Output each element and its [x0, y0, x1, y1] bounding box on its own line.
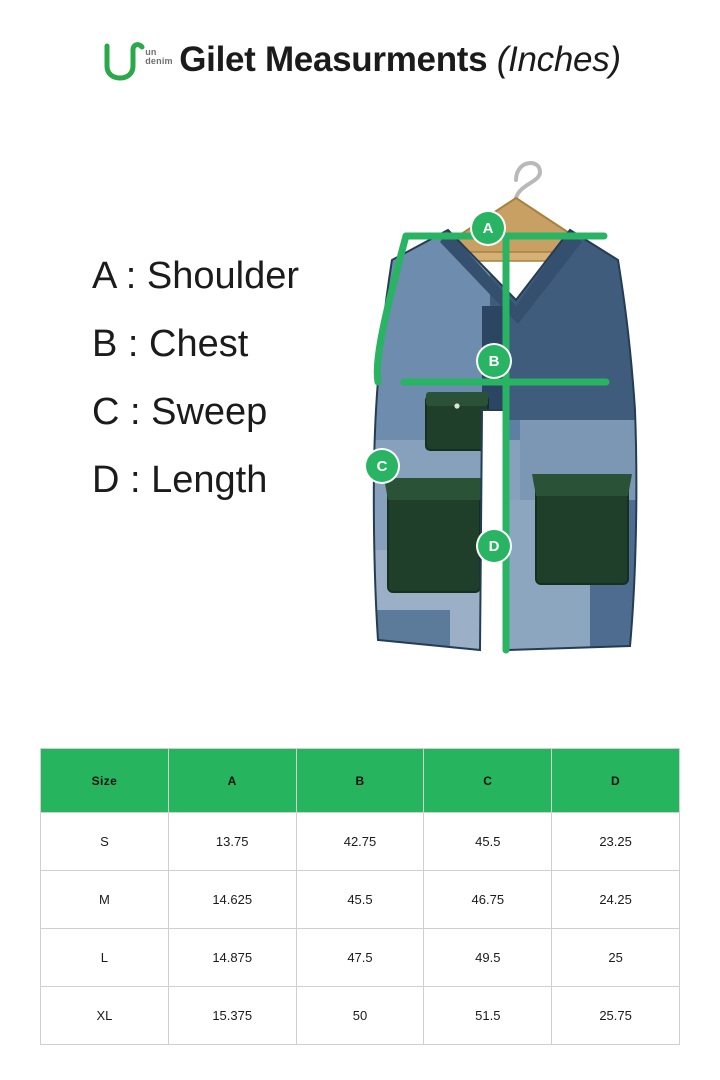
cell-b: 45.5 — [296, 871, 424, 929]
badge-shoulder: A — [472, 212, 504, 244]
cell-a: 14.875 — [168, 929, 296, 987]
badge-chest: B — [478, 345, 510, 377]
legend-item-c: C : Sweep — [92, 391, 268, 433]
legend-item-a: A : Shoulder — [92, 255, 300, 297]
table-header-row — [41, 749, 680, 813]
table-row — [41, 929, 680, 987]
cell-c: 46.75 — [424, 871, 552, 929]
page-header — [0, 30, 720, 90]
legend-item-d: D : Length — [92, 459, 268, 501]
col-d: D — [552, 749, 680, 813]
cell-a: 13.75 — [168, 813, 296, 871]
lower-pocket-right — [532, 474, 632, 584]
table-row — [41, 987, 680, 1045]
gilet-illustration — [330, 110, 700, 680]
cell-b: 50 — [296, 987, 424, 1045]
legend-item-b: B : Chest — [92, 323, 249, 365]
cell-b: 47.5 — [296, 929, 424, 987]
garment-diagram — [330, 110, 700, 680]
cell-d: 23.25 — [552, 813, 680, 871]
col-a: A — [168, 749, 296, 813]
col-c: C — [424, 749, 552, 813]
page-title-main: Gilet Measurments — [179, 40, 497, 79]
chest-pocket — [426, 392, 488, 450]
logo-word-bottom: denim — [145, 56, 173, 67]
cell-size: S — [41, 813, 169, 871]
badge-sweep: C — [366, 450, 398, 482]
logo-wordmark — [145, 48, 173, 67]
cell-d: 25 — [552, 929, 680, 987]
cell-d: 25.75 — [552, 987, 680, 1045]
measurements-table — [40, 748, 680, 1045]
cell-c: 45.5 — [424, 813, 552, 871]
vest-body — [370, 220, 660, 670]
col-size: Size — [41, 749, 169, 813]
cell-size: L — [41, 929, 169, 987]
logo-word-top: un — [145, 47, 157, 57]
table-row — [41, 871, 680, 929]
legend — [92, 242, 352, 514]
page-title — [179, 40, 621, 80]
cell-c: 49.5 — [424, 929, 552, 987]
cell-size: M — [41, 871, 169, 929]
measurements-table-wrap — [40, 748, 680, 1045]
col-b: B — [296, 749, 424, 813]
cell-a: 14.625 — [168, 871, 296, 929]
cell-c: 51.5 — [424, 987, 552, 1045]
badge-length: D — [478, 530, 510, 562]
undenim-logo — [99, 34, 173, 86]
logo-mark-icon — [103, 40, 147, 82]
table-row — [41, 813, 680, 871]
cell-size: XL — [41, 987, 169, 1045]
lower-pocket-left — [384, 478, 484, 592]
cell-a: 15.375 — [168, 987, 296, 1045]
cell-b: 42.75 — [296, 813, 424, 871]
cell-d: 24.25 — [552, 871, 680, 929]
page-title-units: (Inches) — [496, 40, 621, 79]
